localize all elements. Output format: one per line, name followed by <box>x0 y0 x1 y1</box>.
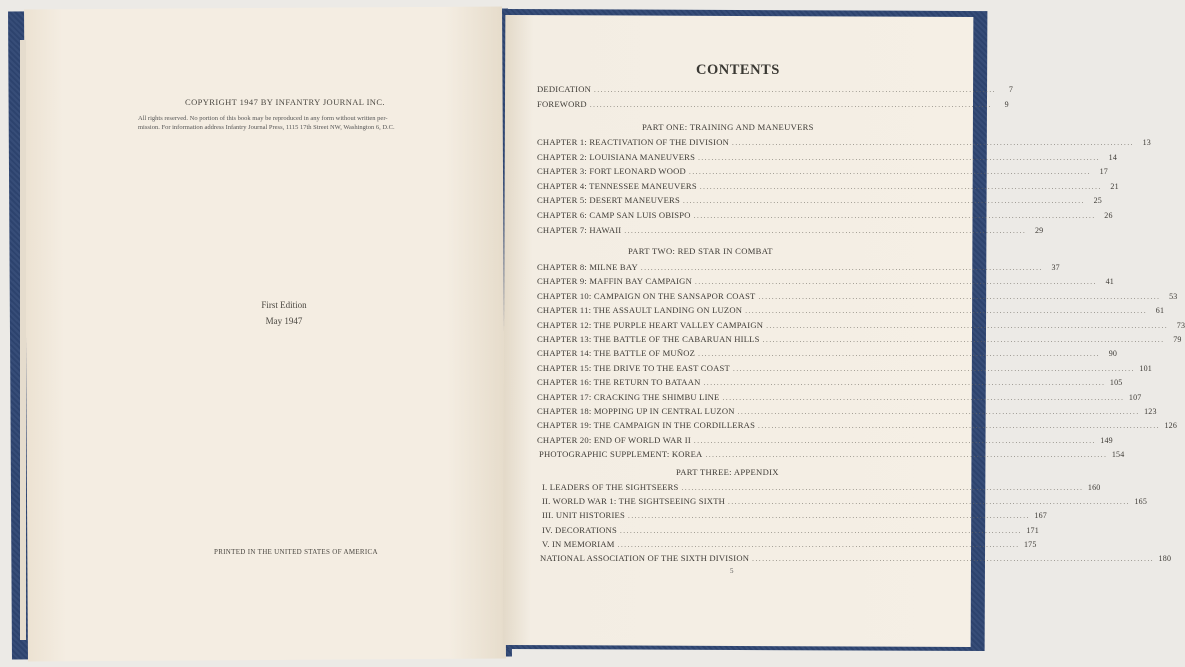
leader-dots: ........................................................................................................................ <box>624 226 1027 235</box>
toc-entry <box>537 377 1123 388</box>
toc-entry-label: CHAPTER 8: MILNE BAY <box>537 262 638 272</box>
toc-entry-page: 171 <box>1026 525 1039 535</box>
leader-dots: ........................................................................................................................ <box>737 408 1140 416</box>
toc-entry <box>542 538 1037 549</box>
leader-dots: ........................................................................................................................ <box>594 86 997 94</box>
toc-entry-label: CHAPTER 7: HAWAII <box>537 224 622 235</box>
toc-entry-label: CHAPTER 9: MAFFIN BAY CAMPAIGN <box>537 276 692 287</box>
toc-entry <box>537 334 1182 344</box>
toc-entry-page: 21 <box>1110 181 1119 191</box>
toc-entry-label: CHAPTER 13: THE BATTLE OF THE CABARUAN HILLS <box>537 334 760 344</box>
toc-entry-page: 107 <box>1128 392 1142 402</box>
toc-entry-label: CHAPTER 11: THE ASSAULT LANDING ON LUZON <box>537 305 743 316</box>
edition-block <box>254 300 314 332</box>
toc-entry-page: 123 <box>1144 407 1157 416</box>
toc-entry <box>537 166 1108 177</box>
page-number: 5 <box>730 567 734 575</box>
leader-dots: ........................................................................................................................ <box>682 197 1085 206</box>
toc-entry <box>537 210 1113 220</box>
toc-entry-label: IV. DECORATIONS <box>542 524 617 535</box>
toc-entry <box>537 180 1119 191</box>
leader-dots: ........................................................................................................................ <box>619 526 1022 535</box>
toc-entry <box>537 348 1118 359</box>
toc-entry <box>542 496 1148 507</box>
toc-entry-page: 37 <box>1051 263 1060 272</box>
toc-entry-page: 14 <box>1108 152 1118 162</box>
copyright-line: COPYRIGHT 1947 BY INFANTRY JOURNAL INC. <box>185 97 385 107</box>
toc-entry-label: CHAPTER 17: CRACKING THE SHIMBU LINE <box>537 391 720 402</box>
toc-entry <box>537 406 1157 416</box>
toc-entry <box>537 84 1014 94</box>
leader-dots: ........................................................................................................................ <box>699 182 1102 191</box>
leader-dots: ........................................................................................................................ <box>766 321 1169 330</box>
toc-entry <box>537 420 1178 431</box>
toc-entry-label: CHAPTER 4: TENNESSEE MANEUVERS <box>537 180 697 191</box>
toc-entry <box>537 362 1152 373</box>
toc-entry-page: 79 <box>1173 335 1182 344</box>
leader-dots: ........................................................................................................................ <box>693 436 1096 445</box>
toc-entry <box>537 137 1152 147</box>
rights-line-2: mission. For information address Infantry Journal Press, 1115 17th Street NW, Washington 6, D.C. <box>138 124 395 131</box>
toc-entry-label: II. WORLD WAR 1: THE SIGHTSEEING SIXTH <box>542 496 726 507</box>
page-edges <box>20 40 26 640</box>
leader-dots: ........................................................................................................................ <box>732 139 1135 147</box>
toc-entry-page: 160 <box>1087 483 1101 492</box>
leader-dots: ........................................................................................................................ <box>703 379 1106 388</box>
toc-entry <box>537 319 1185 330</box>
toc-entry-label: III. UNIT HISTORIES <box>542 510 625 521</box>
toc-entry-page: 61 <box>1155 306 1165 316</box>
leader-dots: ........................................................................................................................ <box>758 292 1161 301</box>
leader-dots: ........................................................................................................................ <box>695 278 1097 287</box>
toc-entry-label: V. IN MEMORIAM <box>542 538 615 549</box>
toc-entry <box>537 99 1009 109</box>
toc-entry-label: CHAPTER 3: FORT LEONARD WOOD <box>537 166 686 177</box>
toc-entry <box>537 195 1102 206</box>
contents-title: CONTENTS <box>696 62 780 78</box>
toc-entry-page: 53 <box>1169 291 1178 301</box>
toc-entry-page: 7 <box>1008 85 1014 94</box>
toc-entry-label: DEDICATION <box>537 84 592 94</box>
toc-entry-page: 101 <box>1139 363 1152 373</box>
leader-dots: ........................................................................................................................ <box>752 555 1155 563</box>
leader-dots: ........................................................................................................................ <box>722 393 1125 402</box>
toc-entry-label: CHAPTER 18: MOPPING UP IN CENTRAL LUZON <box>537 406 735 416</box>
leader-dots: ........................................................................................................................ <box>728 498 1131 507</box>
rights-notice <box>138 114 438 132</box>
rights-line-1: All rights reserved. No portion of this book may be reproduced in any form without written per- <box>138 115 388 122</box>
toc-entry-label: CHAPTER 5: DESERT MANEUVERS <box>537 195 680 206</box>
toc-entry-label: PHOTOGRAPHIC SUPPLEMENT: KOREA <box>539 449 703 460</box>
leader-dots: ........................................................................................................................ <box>732 364 1135 373</box>
toc-entry-page: 149 <box>1100 435 1113 445</box>
toc-entry-label: FOREWORD <box>537 99 587 109</box>
part-heading: PART TWO: RED STAR IN COMBAT <box>628 246 773 256</box>
leader-dots: ........................................................................................................................ <box>617 540 1020 549</box>
toc-entry <box>537 305 1165 316</box>
toc-entry <box>542 524 1039 535</box>
part-heading: PART ONE: TRAINING AND MANEUVERS <box>642 122 814 132</box>
toc-entry-page: 175 <box>1023 539 1037 549</box>
edition-label: First Edition <box>261 300 307 310</box>
toc-entry-page: 25 <box>1093 196 1102 206</box>
toc-entry <box>537 276 1114 287</box>
toc-entry-label: I. LEADERS OF THE SIGHTSEERS <box>542 482 679 492</box>
toc-entry-label: CHAPTER 16: THE RETURN TO BATAAN <box>537 377 701 388</box>
edition-date: May 1947 <box>265 316 303 326</box>
toc-entry-page: 180 <box>1158 554 1172 563</box>
toc-entry-label: CHAPTER 1: REACTIVATION OF THE DIVISION <box>537 137 730 147</box>
toc-entry-page: 41 <box>1105 277 1114 287</box>
leader-dots: ........................................................................................................................ <box>640 264 1043 272</box>
toc-entry-label: CHAPTER 6: CAMP SAN LUIS OBISPO <box>537 210 691 220</box>
toc-entry-page: 17 <box>1099 167 1108 177</box>
toc-entry-label: CHAPTER 20: END OF WORLD WAR II <box>537 434 691 445</box>
toc-entry <box>537 290 1178 301</box>
toc-entry-page: 73 <box>1176 320 1185 330</box>
leader-dots: ........................................................................................................................ <box>745 307 1148 316</box>
toc-entry <box>540 553 1172 563</box>
toc-entry-label: CHAPTER 12: THE PURPLE HEART VALLEY CAMPAIGN <box>537 319 764 330</box>
toc-entry-page: 165 <box>1134 497 1148 507</box>
toc-entry <box>537 434 1113 445</box>
toc-entry <box>542 482 1101 492</box>
leader-dots: ........................................................................................................................ <box>589 101 992 109</box>
toc-entry <box>537 391 1142 402</box>
toc-entry-label: CHAPTER 14: THE BATTLE OF MUÑOZ <box>537 348 696 359</box>
toc-entry <box>542 510 1047 521</box>
leader-dots: ........................................................................................................................ <box>688 168 1091 177</box>
toc-entry-label: CHAPTER 15: THE DRIVE TO THE EAST COAST <box>537 362 730 373</box>
leader-dots: ........................................................................................................................ <box>698 153 1101 162</box>
toc-entry <box>537 224 1044 235</box>
toc-entry-label: CHAPTER 10: CAMPAIGN ON THE SANSAPOR COAST <box>537 290 756 301</box>
leader-dots: ........................................................................................................................ <box>758 422 1161 431</box>
toc-entry-page: 105 <box>1109 378 1123 388</box>
leader-dots: ........................................................................................................................ <box>627 512 1030 521</box>
leader-dots: ........................................................................................................................ <box>693 212 1096 220</box>
leader-dots: ........................................................................................................................ <box>762 336 1165 344</box>
toc-entry-page: 167 <box>1034 511 1047 521</box>
leader-dots: ........................................................................................................................ <box>681 484 1084 492</box>
toc-entry <box>537 262 1060 272</box>
printed-line: PRINTED IN THE UNITED STATES OF AMERICA <box>214 548 378 556</box>
toc-entry-label: NATIONAL ASSOCIATION OF THE SIXTH DIVISION <box>540 553 750 563</box>
toc-entry-label: CHAPTER 19: THE CAMPAIGN IN THE CORDILLERAS <box>537 420 756 431</box>
part-heading: PART THREE: APPENDIX <box>676 467 779 477</box>
toc-entry <box>537 151 1118 162</box>
toc-entry-page: 90 <box>1108 349 1118 359</box>
toc-entry-label: CHAPTER 2: LOUISIANA MANEUVERS <box>537 151 696 162</box>
toc-entry-page: 13 <box>1142 138 1152 147</box>
toc-entry-page: 26 <box>1104 211 1113 220</box>
leader-dots: ........................................................................................................................ <box>698 350 1101 359</box>
toc-entry-page: 154 <box>1111 450 1125 460</box>
toc-entry-page: 9 <box>1004 100 1009 109</box>
toc-entry-page: 126 <box>1164 421 1178 431</box>
toc-entry <box>539 449 1125 460</box>
leader-dots: ........................................................................................................................ <box>705 451 1108 460</box>
toc-entry-page: 29 <box>1034 225 1044 235</box>
